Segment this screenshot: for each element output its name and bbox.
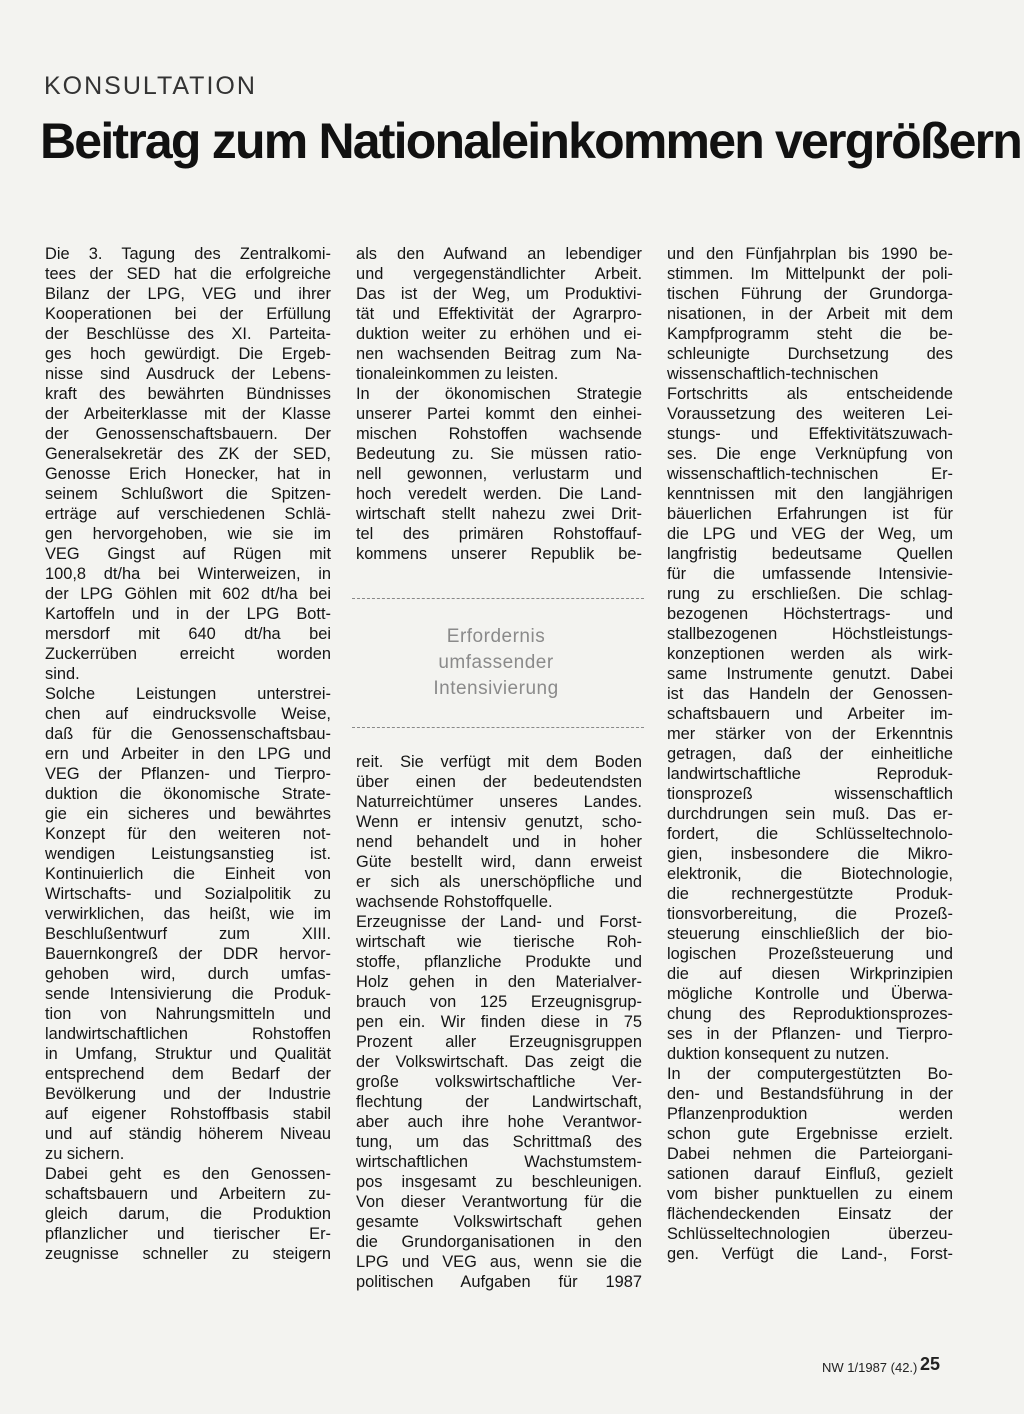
text-line: mer stärker von der Erkenntnis — [667, 725, 953, 743]
text-line: stoffe, pflanzliche Produkte und — [356, 953, 642, 971]
text-line: VEG Gingst auf Rügen mit — [45, 545, 331, 563]
text-line: getragen, daß der einheitliche — [667, 745, 953, 763]
text-line: gen hervorgehoben, wie sie im — [45, 525, 331, 543]
text-line: LPG und VEG aus, wenn sie die — [356, 1253, 642, 1271]
text-line: Solche Leistungen unterstrei- — [45, 685, 331, 703]
text-line: bezogenen Höchstertrags- und — [667, 605, 953, 623]
text-line: entsprechend dem Bedarf der — [45, 1065, 331, 1083]
page-number: 25 — [920, 1354, 941, 1374]
text-line: stallbezogenen Höchstleistungs- — [667, 625, 953, 643]
text-column-1 — [45, 244, 331, 1264]
text-line: politischen Aufgaben für 1987 — [356, 1273, 642, 1291]
text-line: rung zu erschließen. Die schlag- — [667, 585, 953, 603]
text-line: ges hoch gewürdigt. Die Ergeb- — [45, 345, 331, 363]
text-line: gesamte Volkswirtschaft gehen — [356, 1213, 642, 1231]
text-line: kraft des bewährten Bündnisses — [45, 385, 331, 403]
text-line: Zuckerrüben erreicht worden — [45, 645, 331, 663]
text-line: In der computergestützten Bo- — [667, 1065, 953, 1083]
text-line: Fortschritts als entscheidende — [667, 385, 953, 403]
text-line: Wirtschafts- und Sozialpolitik zu — [45, 885, 331, 903]
text-line: der Arbeiterklasse mit der Klasse — [45, 405, 331, 423]
text-line: die Grundorganisationen in den — [356, 1233, 642, 1251]
text-line: nisationen, in der Arbeit mit dem — [667, 305, 953, 323]
text-line: Kooperationen bei der Erfüllung — [45, 305, 331, 323]
text-line: sationen darauf Einfluß, gezielt — [667, 1165, 953, 1183]
text-line: brauch von 125 Erzeugnisgrup- — [356, 993, 642, 1011]
text-line: Die 3. Tagung des Zentralkomi- — [45, 245, 331, 263]
text-line: daß für die Genossenschaftsbau- — [45, 725, 331, 743]
text-line: landwirtschaftlichen Rohstoffen — [45, 1025, 331, 1043]
text-line: wissenschaftlich-technischen Er- — [667, 465, 953, 483]
text-line: schon gute Ergebnisse erzielt. — [667, 1125, 953, 1143]
text-line: nell gewonnen, verlustarm und — [356, 465, 642, 483]
text-line: Bedeutung zu. Sie müssen ratio- — [356, 445, 642, 463]
text-line: der Genossenschaftsbauern. Der — [45, 425, 331, 443]
subhead-rule-top — [352, 598, 644, 599]
text-line: Schlüsseltechnologien überzeu- — [667, 1225, 953, 1243]
text-line: die auf diesen Wirkprinzipien — [667, 965, 953, 983]
section-kicker: KONSULTATION — [44, 72, 257, 100]
text-line: und auf ständig höherem Niveau — [45, 1125, 331, 1143]
text-line: VEG der Pflanzen- und Tierpro- — [45, 765, 331, 783]
text-line: duktion konsequent zu nutzen. — [667, 1045, 890, 1063]
text-line: mersdorf mit 640 dt/ha bei — [45, 625, 331, 643]
text-line: chung des Reproduktionsprozes- — [667, 1005, 953, 1023]
text-line: wirtschaft stellt nahezu zwei Drit- — [356, 505, 642, 523]
text-line: bäuerlichen Erfahrungen ist für — [667, 505, 953, 523]
text-line: hoch veredelt werden. Die Land- — [356, 485, 642, 503]
subheading-box — [356, 624, 636, 702]
text-line: Bilanz der LPG, VEG und ihrer — [45, 285, 331, 303]
text-line: sind. — [45, 665, 80, 683]
text-line: gleich darum, die Produktion — [45, 1205, 331, 1223]
text-line: Das ist der Weg, um Produktivi- — [356, 285, 642, 303]
text-line: Genosse Erich Honecker, hat in — [45, 465, 331, 483]
text-line: schaftsbauern und Arbeitern zu- — [45, 1185, 331, 1203]
text-line: ern und Arbeiter in den LPG und — [45, 745, 331, 763]
text-line: kenntnissen mit den langjährigen — [667, 485, 953, 503]
text-line: schleunigte Durchsetzung des — [667, 345, 953, 363]
text-line: tischen Führung der Grundorga- — [667, 285, 953, 303]
text-line: 100,8 dt/ha bei Winterweizen, in — [45, 565, 331, 583]
text-line: Konzept für den weiteren not- — [45, 825, 331, 843]
text-line: wachsende Rohstoffquelle. — [356, 893, 553, 911]
text-line: Bauernkongreß der DDR hervor- — [45, 945, 331, 963]
text-line: sende Intensivierung die Produk- — [45, 985, 331, 1003]
text-line: mischen Rohstoffen wachsende — [356, 425, 642, 443]
text-line: Von dieser Verantwortung für die — [356, 1193, 642, 1211]
text-line: und den Fünfjahrplan bis 1990 be- — [667, 245, 953, 263]
text-line: ist das Handeln der Genossen- — [667, 685, 953, 703]
text-line: Güte bestellt wird, dann erweist — [356, 853, 642, 871]
text-line: vom bisher punktuellen zu einem — [667, 1185, 953, 1203]
text-column-2-bottom — [356, 752, 642, 1292]
text-line: zeugnisse schneller zu steigern — [45, 1245, 331, 1263]
text-line: gehoben wird, durch umfas- — [45, 965, 331, 983]
text-line: same Instrumente genutzt. Dabei — [667, 665, 953, 683]
text-line: steuerung einschließlich der bio- — [667, 925, 953, 943]
text-line: er sich als unerschöpfliche und — [356, 873, 642, 891]
text-line: unserer Partei kommt den einhei- — [356, 405, 642, 423]
text-line: gie ein sicheres und bewährtes — [45, 805, 331, 823]
text-line: Naturreichtümer unseres Landes. — [356, 793, 642, 811]
text-line: Kartoffeln und in der LPG Bott- — [45, 605, 331, 623]
text-line: tionsvorbereitung, die Prozeß- — [667, 905, 953, 923]
text-line: landwirtschaftliche Reproduk- — [667, 765, 953, 783]
issue-reference: NW 1/1987 (42.) — [822, 1360, 918, 1375]
subheading-line: Erfordernis — [446, 626, 546, 647]
text-line: aber auch ihre hohe Verantwor- — [356, 1113, 642, 1131]
text-line: flächendeckenden Einsatz der — [667, 1205, 953, 1223]
text-line: verwirklichen, das heißt, wie im — [45, 905, 331, 923]
text-line: die LPG und VEG der Weg, um — [667, 525, 953, 543]
text-line: Bevölkerung und der Industrie — [45, 1085, 331, 1103]
text-line: nend behandelt und in hoher — [356, 833, 642, 851]
text-line: Erzeugnisse der Land- und Forst- — [356, 913, 642, 931]
text-line: fordert, die Schlüsseltechnolo- — [667, 825, 953, 843]
text-line: Voraussetzung des weiteren Lei- — [667, 405, 953, 423]
text-line: wendigen Leistungsanstieg ist. — [45, 845, 331, 863]
text-line: langfristig bedeutsame Quellen — [667, 545, 953, 563]
text-line: tung, um das Schrittmaß des — [356, 1133, 642, 1151]
text-line: konzeptionen werden als wirk- — [667, 645, 953, 663]
text-line: tät und Effektivität der Agrarpro- — [356, 305, 642, 323]
text-line: Kontinuierlich die Einheit von — [45, 865, 331, 883]
text-line: über einen der bedeutendsten — [356, 773, 642, 791]
text-line: der Beschlüsse des XI. Parteita- — [45, 325, 331, 343]
text-line: tion von Nahrungsmitteln und — [45, 1005, 331, 1023]
text-line: große volkswirtschaftliche Ver- — [356, 1073, 642, 1091]
text-line: Beschlußentwurf zum XIII. — [45, 925, 331, 943]
text-line: und vergegenständlichter Arbeit. — [356, 265, 642, 283]
text-line: den- und Bestandsführung in der — [667, 1085, 953, 1103]
text-line: Dabei geht es den Genossen- — [45, 1165, 331, 1183]
text-line: duktion weiter zu erhöhen und ei- — [356, 325, 642, 343]
text-line: reit. Sie verfügt mit dem Boden — [356, 753, 642, 771]
text-line: in Umfang, Struktur und Qualität — [45, 1045, 331, 1063]
text-line: Pflanzenproduktion werden — [667, 1105, 953, 1123]
text-line: kommens unserer Republik be- — [356, 545, 642, 563]
text-line: Holz gehen in den Materialver- — [356, 973, 642, 991]
text-line: tees der SED hat die erfolgreiche — [45, 265, 331, 283]
text-line: flechtung der Landwirtschaft, — [356, 1093, 642, 1111]
text-line: erträge auf verschiedenen Schlä- — [45, 505, 331, 523]
text-line: duktion die ökonomische Strate- — [45, 785, 331, 803]
text-line: chen auf eindrucksvolle Weise, — [45, 705, 331, 723]
text-line: Prozent aller Erzeugnisgruppen — [356, 1033, 642, 1051]
text-line: ses. Die enge Verknüpfung von — [667, 445, 953, 463]
subheading-line: Intensivierung — [433, 678, 559, 699]
text-line: die rechnergestützte Produk- — [667, 885, 953, 903]
text-line: tionsprozeß wissenschaftlich — [667, 785, 953, 803]
text-line: logischen Prozeßsteuerung und — [667, 945, 953, 963]
text-line: pos insgesamt zu beschleunigen. — [356, 1173, 642, 1191]
text-line: Kampfprogramm steht die be- — [667, 325, 953, 343]
text-line: der Volkswirtschaft. Das zeigt die — [356, 1053, 642, 1071]
text-line: ses in der Pflanzen- und Tierpro- — [667, 1025, 953, 1043]
subhead-rule-bottom — [352, 727, 644, 728]
text-line: Dabei nehmen die Parteiorgani- — [667, 1145, 953, 1163]
text-line: wirtschaft wie tierische Roh- — [356, 933, 642, 951]
text-line: elektronik, die Biotechnologie, — [667, 865, 953, 883]
text-line: wirtschaftlichen Wachstumstem- — [356, 1153, 642, 1171]
text-line: der LPG Göhlen mit 602 dt/ha bei — [45, 585, 331, 603]
text-line: Generalsekretär des ZK der SED, — [45, 445, 331, 463]
text-line: gien, insbesondere die Mikro- — [667, 845, 953, 863]
text-line: pflanzlicher und tierischer Er- — [45, 1225, 331, 1243]
text-line: tel des primären Rohstoffauf- — [356, 525, 642, 543]
text-line: stimmen. Im Mittelpunkt der poli- — [667, 265, 953, 283]
text-line: als den Aufwand an lebendiger — [356, 245, 642, 263]
text-line: seinem Schlußwort die Spitzen- — [45, 485, 331, 503]
text-line: Wenn er intensiv genutzt, scho- — [356, 813, 642, 831]
text-line: tionaleinkommen zu leisten. — [356, 365, 559, 383]
text-line: mögliche Kontrolle und Überwa- — [667, 985, 953, 1003]
text-line: stungs- und Effektivitätszuwach- — [667, 425, 953, 443]
text-column-3 — [667, 244, 953, 1264]
text-line: zu sichern. — [45, 1145, 125, 1163]
text-line: nisse sind Ausdruck der Lebens- — [45, 365, 331, 383]
article-headline: Beitrag zum Nationaleinkommen vergrößern — [40, 113, 1022, 169]
subheading-line: umfassender — [438, 652, 554, 673]
text-line: schaftsbauern und Arbeiter im- — [667, 705, 953, 723]
text-line: gen. Verfügt die Land-, Forst- — [667, 1245, 953, 1263]
text-line: nen wachsenden Beitrag zum Na- — [356, 345, 642, 363]
text-line: auf eigener Rohstoffbasis stabil — [45, 1105, 331, 1123]
text-line: für die umfassende Intensivie- — [667, 565, 953, 583]
text-line: durchdrungen sein muß. Das er- — [667, 805, 953, 823]
text-line: wissenschaftlich-technischen — [667, 365, 879, 383]
text-line: In der ökonomischen Strategie — [356, 385, 642, 403]
text-column-2-top — [356, 244, 642, 564]
text-line: pen ein. Wir finden diese in 75 — [356, 1013, 642, 1031]
